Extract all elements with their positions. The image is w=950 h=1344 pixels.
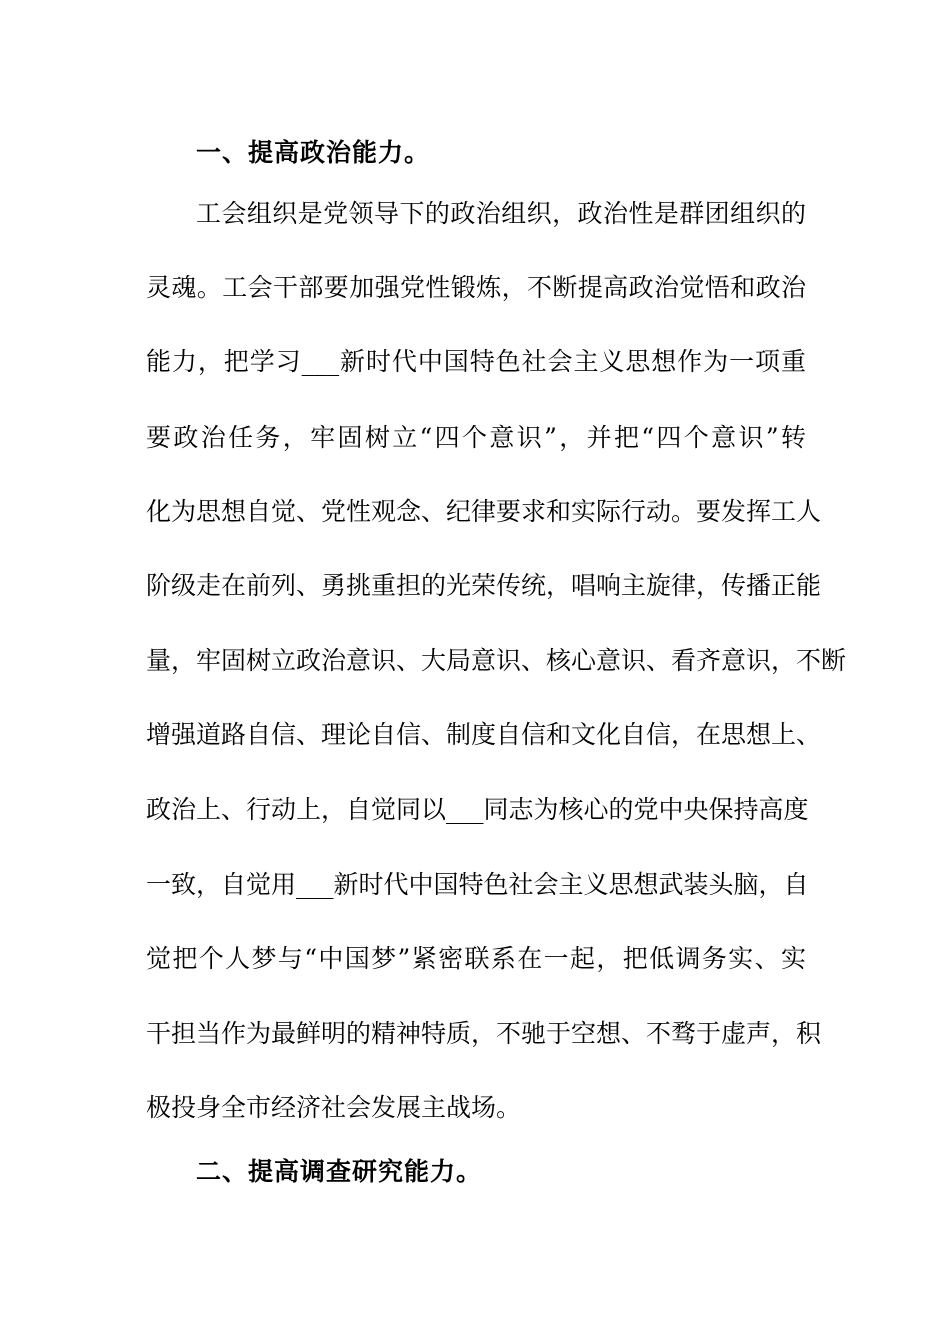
paragraph-line: 一致，自觉用___新时代中国特色社会主义思想武装头脑，自 [146,870,809,899]
paragraph-line: 工会组织是党领导下的政治组织，政治性是群团组织的 [196,199,806,228]
section-heading-2: 二、提高调查研究能力。 [196,1157,483,1186]
paragraph-line: 阶级走在前列、勇挑重担的光荣传统，唱响主旋律，传播正能 [146,571,822,600]
paragraph-line: 能力，把学习___新时代中国特色社会主义思想作为一项重 [146,347,806,376]
paragraph-line: 增强道路自信、理论自信、制度自信和文化自信，在思想上、 [146,720,822,749]
paragraph-line: 政治上、行动上，自觉同以___同志为核心的党中央保持高度 [146,795,809,824]
paragraph-line: 觉把个人梦与“中国梦”紧密联系在一起，把低调务实、实 [146,944,806,973]
paragraph-line: 干担当作为最鲜明的精神特质，不驰于空想、不骛于虚声，积 [146,1019,822,1048]
paragraph-line: 灵魂。工会干部要加强党性锻炼，不断提高政治觉悟和政治 [146,273,806,302]
paragraph-line: 要政治任务，牢固树立“四个意识”，并把“四个意识”转 [146,423,806,452]
paragraph-line: 极投身全市经济社会发展主战场。 [146,1093,522,1122]
paragraph-line: 量，牢固树立政治意识、大局意识、核心意识、看齐意识，不断 [146,646,847,675]
paragraph-line: 化为思想自觉、党性观念、纪律要求和实际行动。要发挥工人 [146,497,822,526]
section-heading-1: 一、提高政治能力。 [196,138,431,167]
